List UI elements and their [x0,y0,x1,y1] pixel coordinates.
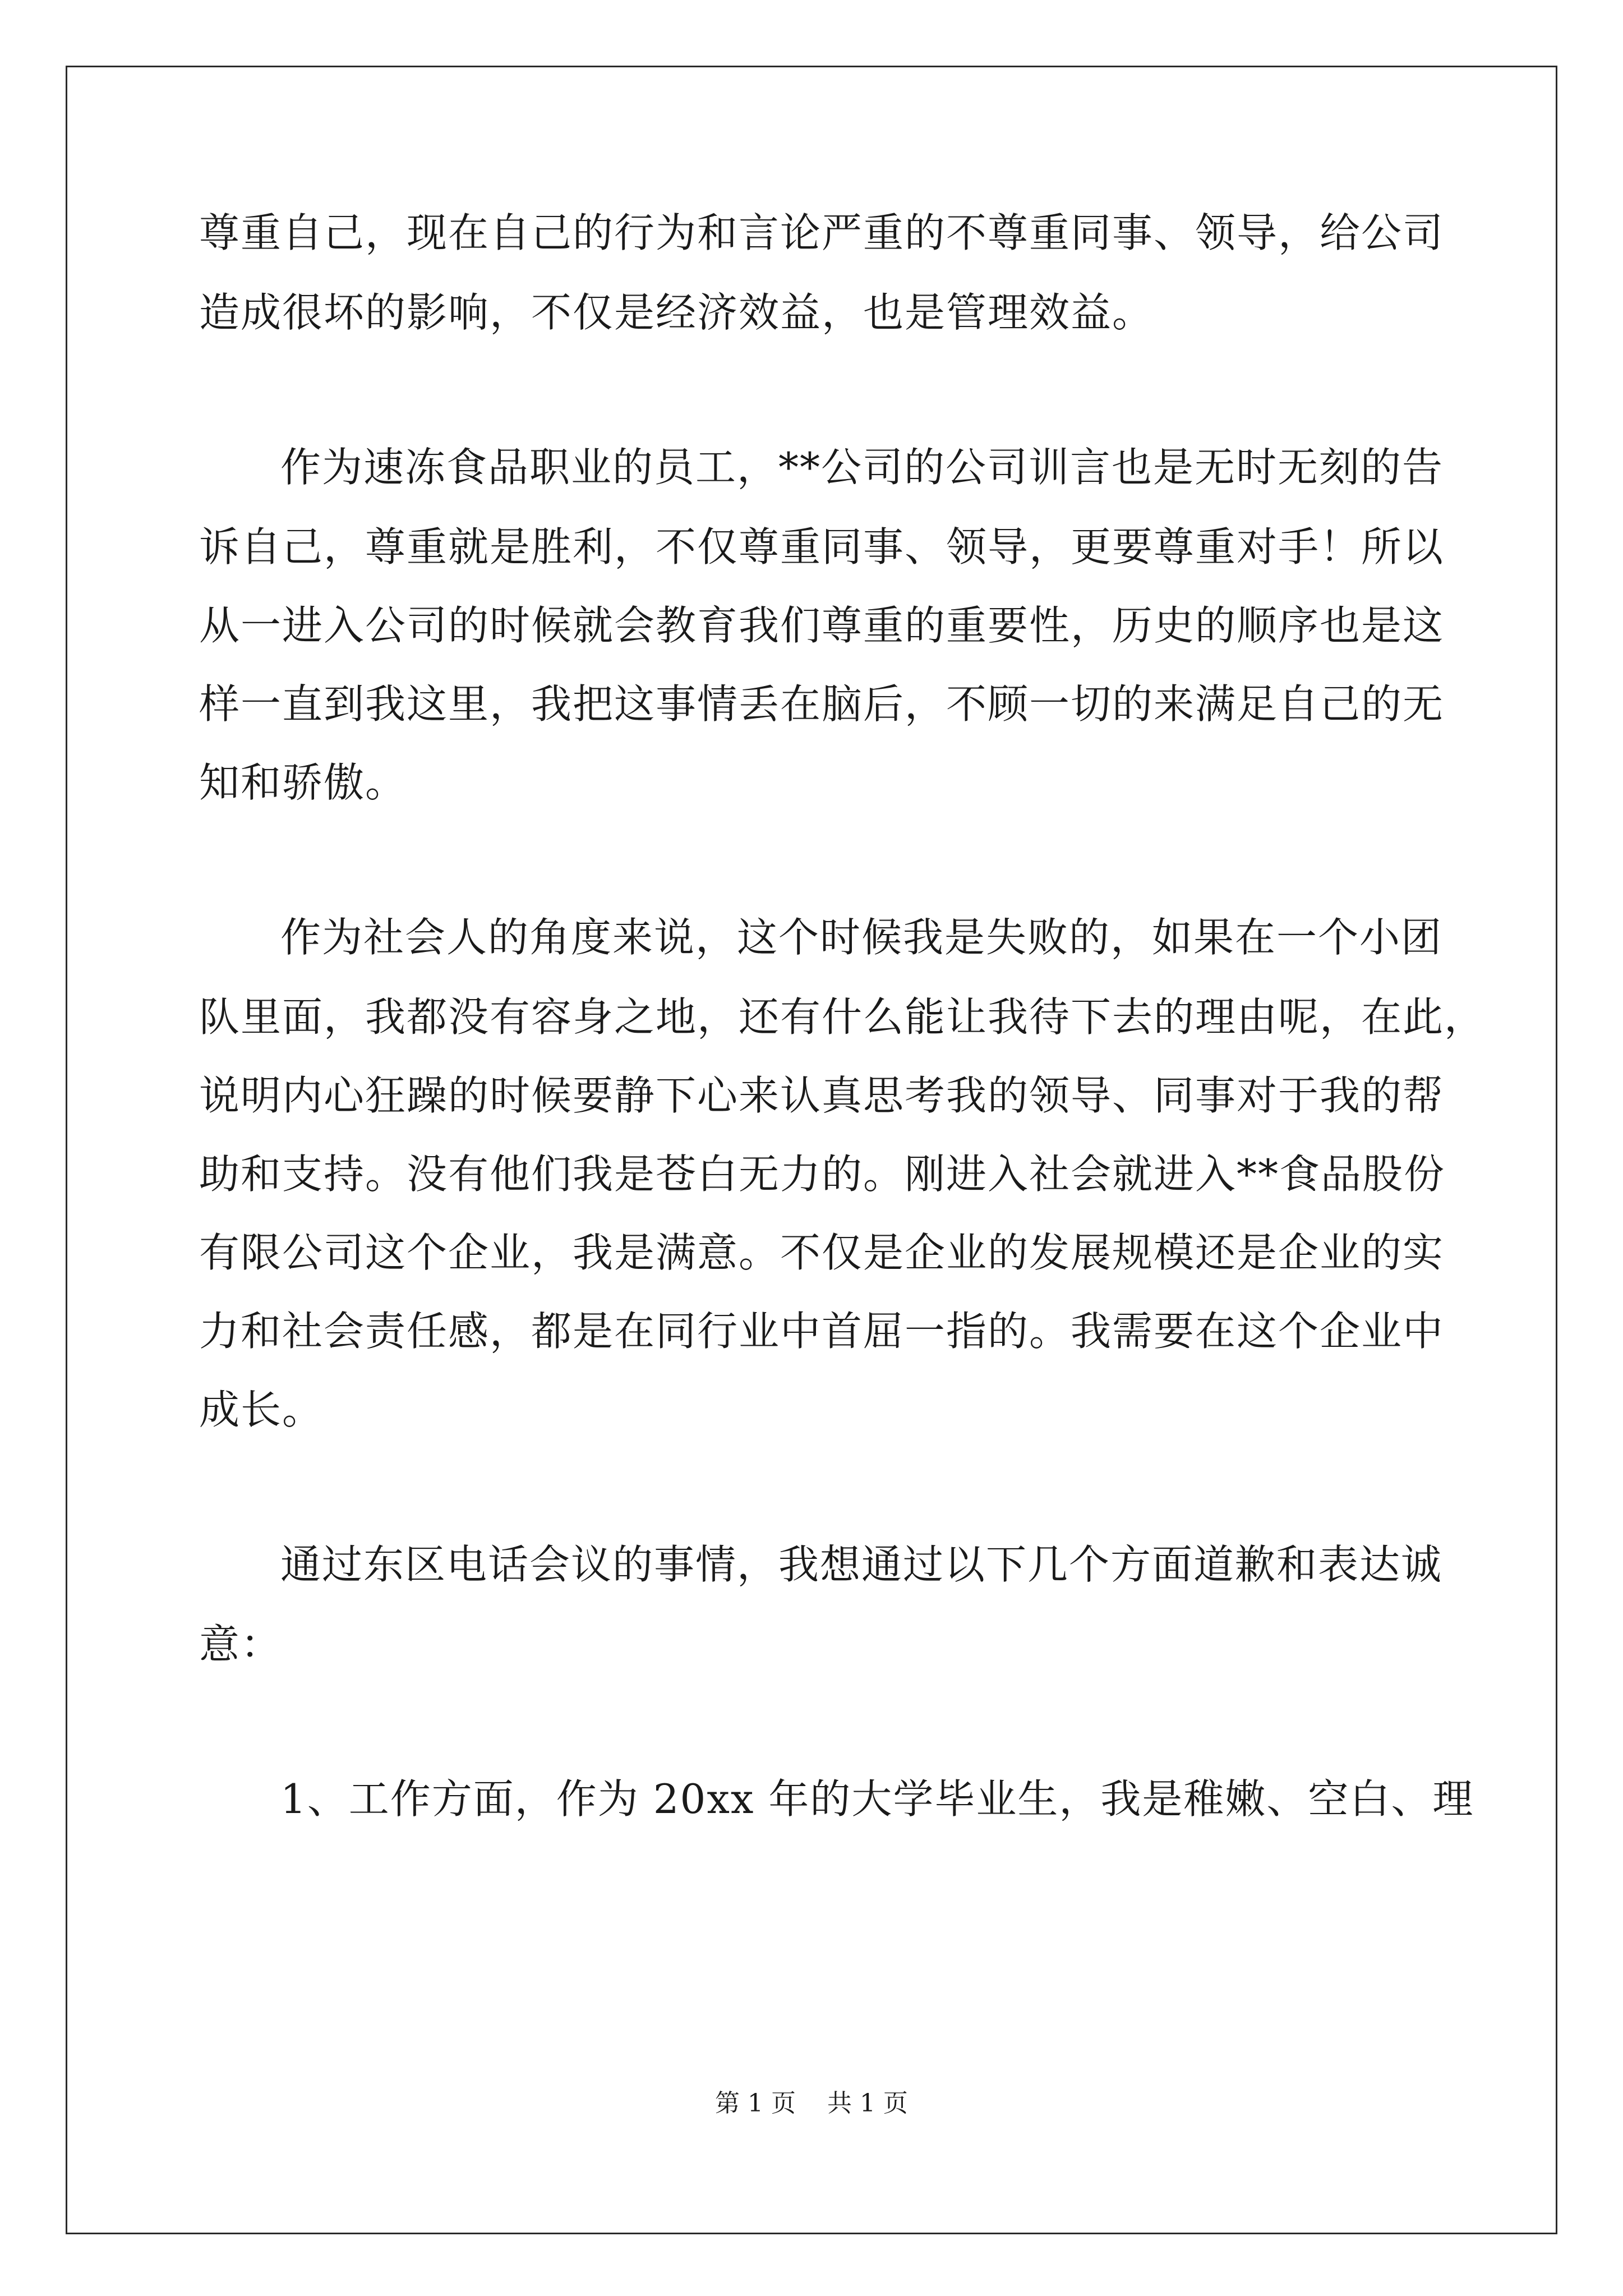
text-line: 知和骄傲。 [199,759,407,806]
text-line: 造成很坏的影响，不仅是经济效益，也是管理效益。 [199,289,1154,336]
text-line: 成长。 [199,1386,324,1433]
paragraph-start-line: 1、工作方面，作为 20xx 年的大学毕业生，我是稚嫩、空白、理 [280,1775,1474,1823]
paragraph-start-line: 通过东区电话会议的事情，我想通过以下几个方面道歉和表达诚 [280,1541,1443,1588]
text-line: 尊重自己，现在自己的行为和言论严重的不尊重同事、领导，给公司 [199,209,1445,256]
text-line: 有限公司这个企业，我是满意。不仅是企业的发展规模还是企业的实 [199,1229,1445,1276]
text-line: 意： [199,1621,283,1668]
text-line: 样一直到我这里，我把这事情丢在脑后，不顾一切的来满足自己的无 [199,680,1445,728]
text-line: 队里面，我都没有容身之地，还有什么能让我待下去的理由呢，在此， [199,993,1486,1041]
text-line: 力和社会责任感，都是在同行业中首屈一指的。我需要在这个企业中 [199,1308,1445,1355]
text-line: 助和支持。没有他们我是苍白无力的。刚进入社会就进入**食品股份 [199,1151,1446,1198]
page-footer [0,2088,1623,2119]
text-line: 从一进入公司的时候就会教育我们尊重的重要性，历史的顺序也是这 [199,602,1445,649]
text-line: 诉自己，尊重就是胜利，不仅尊重同事、领导，更要尊重对手！所以 [199,523,1445,570]
paragraph-start-line: 作为社会人的角度来说，这个时候我是失败的，如果在一个小团 [280,914,1443,961]
text-line: 说明内心狂躁的时候要静下心来认真思考我的领导、同事对于我的帮 [199,1072,1445,1119]
paragraph-start-line: 作为速冻食品职业的员工，**公司的公司训言也是无时无刻的告 [280,444,1444,491]
page-number-label: 第 1 页 共 1 页 [715,2089,908,2118]
